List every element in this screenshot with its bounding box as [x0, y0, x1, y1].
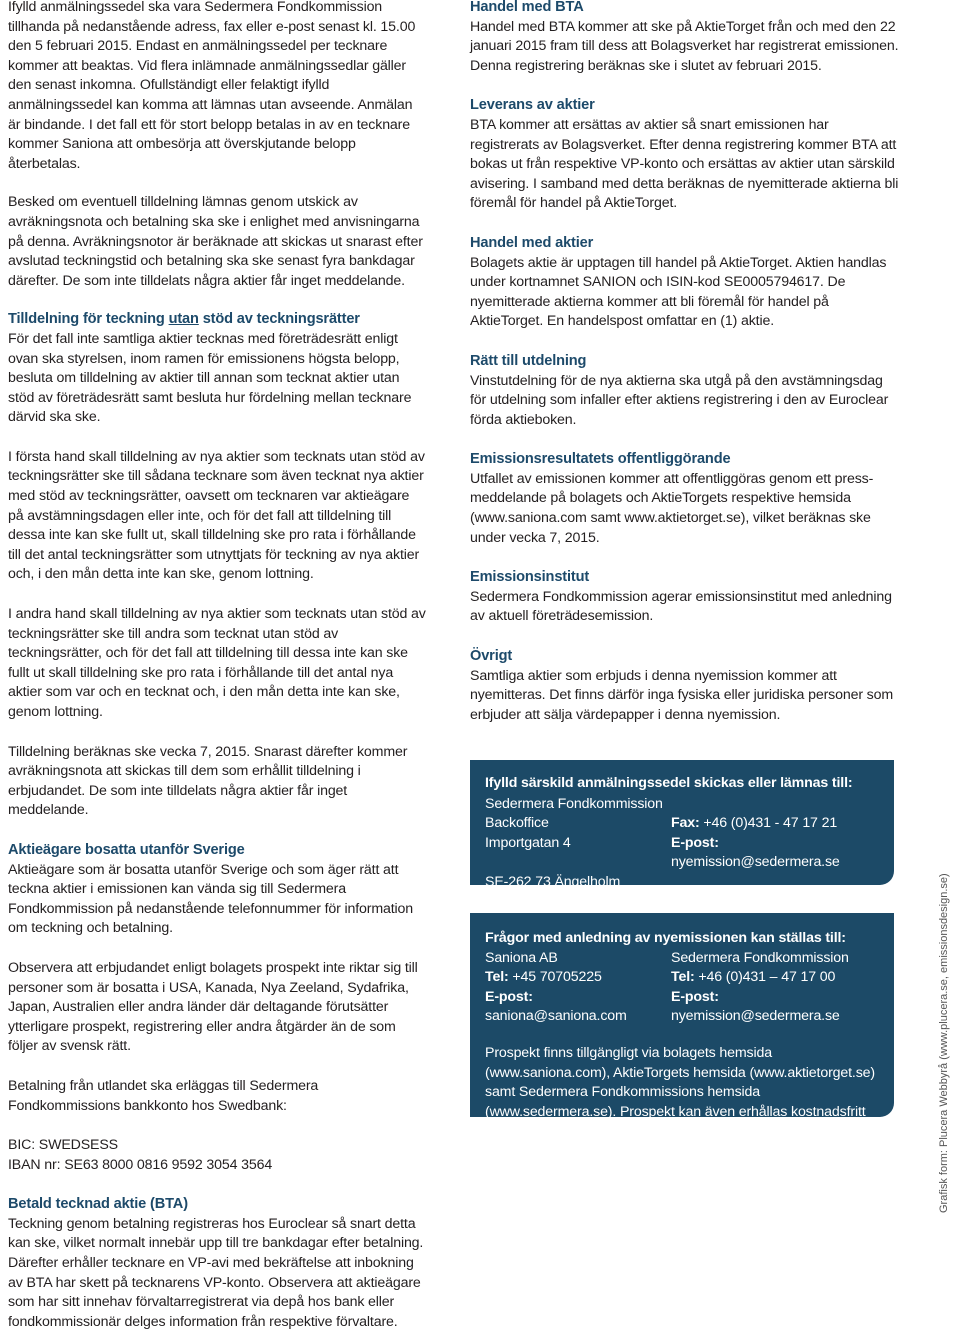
paragraph-second-priority: I andra hand skall tilldelning av nya aktier som tecknats utan stöd av teckningsrätter ske till andra som tecknat utan stöd av teckningsrätter, och för det fall att tilldelning till dessa inte kan ske fullt ut skall tilldelning ske pro rata i förhållande till det antal nya aktier som var och en tecknat och, i den mån detta inte kan ske, genom lottning.: [8, 606, 426, 720]
address-line: Importgatan 4: [485, 834, 571, 851]
paragraph-share-trading: Bolagets aktie är upptagen till handel på AktieTorget. Aktien handlas under kortnamnet SANION och ISIN-kod SE0005794617. De nyemitterade aktierna kommer att bli föremål för handel på AktieTorget. En handelspost omfattar en (1) aktie.: [470, 254, 887, 330]
heading-other: Övrigt: [470, 648, 513, 665]
tel-line: [671, 968, 879, 988]
heading-part: Tilldelning för teckning: [8, 311, 169, 328]
contact-grid: [485, 949, 879, 1027]
address-grid: [485, 814, 879, 892]
questions-contact-box: [470, 913, 894, 1140]
email-line: [485, 988, 671, 1027]
submission-address-box: [470, 760, 894, 890]
email-label: E-post:: [671, 988, 719, 1005]
email-label: E-post:: [485, 988, 533, 1005]
heading-result-publication: Emissionsresultatets offentliggörande: [470, 451, 731, 468]
email-value[interactable]: nyemission@sedermera.se: [671, 1008, 840, 1025]
heading-allocation-without-rights: [8, 310, 428, 330]
heading-bta-trading: Handel med BTA: [470, 0, 584, 15]
tel-label: Tel:: [671, 969, 695, 986]
tel-value: +45 70705225: [508, 969, 602, 986]
heading-share-delivery: Leverans av aktier: [470, 97, 595, 114]
paragraph-foreign-payment: Betalning från utlandet ska erläggas till Sedermera Fondkommissions bankkonto hos Swedbank:: [8, 1077, 319, 1114]
address-line: Backoffice: [485, 815, 549, 832]
email-value[interactable]: nyemission@sedermera.se: [671, 854, 840, 871]
heading-share-trading: Handel med aktier: [470, 234, 594, 251]
email-label: E-post:: [671, 834, 719, 851]
paragraph-allocation-notice: Besked om eventuell tilldelning lämnas genom utskick av avräkningsnota och betalning ska ske i enlighet med anvisningarna på denna. Avräkningsnotor är beräknade att skickas ut snarast efter avslutad teckningstid och betalning ska ske senast fyra bankdagar därefter. De som inte tilldelats några aktier får inget meddelande.: [8, 194, 423, 289]
fax-value: +46 (0)431 - 47 17 21: [699, 815, 838, 832]
contact-name: Saniona AB: [485, 949, 558, 966]
contact-name: Sedermera Fondkommission: [671, 949, 849, 966]
paragraph-result-publication: Utfallet av emissionen kommer att offentliggöras genom ett press-meddelande på bolagets och AktieTorgets respektive hemsida (www.saniona.com samt www.aktietorget.se), vilket beräknas ske under vecka 7, 2015.: [470, 470, 874, 546]
paragraph-first-priority: I första hand skall tilldelning av nya aktier som tecknats utan stöd av teckningsrätter ske till sådana tecknare som även tecknat nya aktier med stöd av teckningsrätter, oavsett om tecknaren var aktieägare på avstämningsdagen eller inte, och för det fall att tilldelning till dessa inte kan ske fullt ut, skall tilldelning ske pro rata i förhållande till det antal teckningsrätter som utnyttjats för teckning av nya aktier och, i den mån detta inte kan ske, genom lottning.: [8, 448, 425, 583]
email-line: [671, 988, 879, 1027]
paragraph-board-decision: För det fall inte samtliga aktier tecknas med företrädesrätt enligt ovan ska styrelsen, inom ramen för emissionens högsta belopp, besluta om tilldelning av aktier till annan som tecknat aktier utan stöd av företrädesrätt samt besluta hur fördelning mellan tecknare därvid ska ske.: [8, 330, 412, 426]
design-credit: Grafisk form: Plucera Webbyrå (www.plucera.se, emissionsdesign.se): [938, 873, 950, 1213]
heading-part: stöd av teckningsrätter: [198, 311, 360, 328]
paragraph-restricted-countries: Observera att erbjudandet enligt bolagets prospekt inte riktar sig till personer som är bosatta i USA, Kanada, Nya Zeeland, Sydafrika, Japan, Australien eller andra länder där deltagande förutsätter ytterligare prospekt, registrering eller andra åtgärder än de som följer av svensk rätt.: [8, 959, 418, 1055]
paragraph-bta: Teckning genom betalning registreras hos Euroclear så snart detta kan ske, vilket normalt innebär upp till tre bankdagar efter betalning. Därefter erhåller tecknare en VP-avi med bekräftelse att inbokning av BTA har skett på tecknarens VP-konto. Observera att aktieägare som har sitt innehav förvaltarregistrerat via depå hos bank eller fondkommissionär delges information från respektive förvaltare.: [8, 1215, 424, 1330]
heading-issuing-institute: Emissionsinstitut: [470, 569, 590, 586]
tel-value: +46 (0)431 – 47 17 00: [694, 969, 836, 986]
email-value[interactable]: saniona@saniona.com: [485, 1008, 627, 1025]
fax-line: [671, 814, 879, 834]
paragraph-share-delivery: BTA kommer att ersättas av aktier så snart emissionen har registrerats av Bolagsverket. Efter denna registrering kommer BTA att bokas ut från respektive VP-konto och ersättas av aktier utan särskild avisering. I samband med detta beräknas de nyemitterade aktierna bli föremål för handel på AktieTorget.: [470, 116, 899, 212]
paragraph-other: Samtliga aktier som erbjuds i denna nyemission kommer att nyemitteras. Det finns därför inga fysiska eller juridiska personer som erbjuder att sälja värdepapper i denna nyemission.: [470, 667, 894, 723]
heading-bta: Betald tecknad aktie (BTA): [8, 1196, 188, 1213]
iban-number: IBAN nr: SE63 8000 0816 9592 3054 3564: [8, 1156, 273, 1173]
tel-line: [485, 968, 671, 988]
box-title: Frågor med anledning av nyemissionen kan ställas till:: [485, 930, 846, 946]
heading-foreign-shareholders: Aktieägare bosatta utanför Sverige: [8, 841, 245, 858]
email-line: [671, 834, 879, 873]
heading-dividend-rights: Rätt till utdelning: [470, 352, 587, 369]
box-title: Ifylld särskild anmälningssedel skickas eller lämnas till:: [485, 775, 853, 791]
paragraph-foreign-contact: Aktieägare som är bosatta utanför Sverige och som äger rätt att teckna aktier i emissionen kan vända sig till Sedermera Fondkommission på nedanstående telefonnummer för information om teckning och betalning.: [8, 861, 414, 937]
left-column: [8, 0, 428, 1332]
address-line: SE-262 73 Ängelholm: [485, 873, 621, 890]
right-column: [470, 0, 900, 725]
paragraph-bta-trading: Handel med BTA kommer att ske på AktieTorget från och med den 22 januari 2015 fram till dess att Bolagsverket har registrerat emissionen. Denna registrering beräknas ske i slutet av februari 2015.: [470, 18, 899, 74]
heading-underlined: utan: [168, 311, 199, 328]
prospectus-note: Prospekt finns tillgängligt via bolagets hemsida (www.saniona.com), AktieTorgets hemsida (www.aktietorget.se) samt Sedermera Fondkommissions hemsida (www.sedermera.se). Prospekt kan även erhållas kostnadsfritt från Saniona.: [485, 1044, 875, 1140]
company-name: Sedermera Fondkommission: [485, 795, 663, 812]
paragraph-dividend-rights: Vinstutdelning för de nya aktierna ska utgå på den avstämningsdag för utdelning som infaller efter aktiens registrering i den av Euroclear förda aktieboken.: [470, 372, 889, 428]
paragraph-issuing-institute: Sedermera Fondkommission agerar emissionsinstitut med anledning av aktuell företrädesemission.: [470, 588, 892, 625]
tel-label: Tel:: [485, 969, 509, 986]
fax-label: Fax:: [671, 815, 700, 832]
paragraph-allocation-week: Tilldelning beräknas ske vecka 7, 2015. Snarast därefter kommer avräkningsnota att skickas till dem som erhållit tilldelning i erbjudandet. De som inte tilldelats några aktier får inget meddelande.: [8, 743, 408, 819]
bic-code: BIC: SWEDSESS: [8, 1137, 118, 1154]
paragraph-submission: Ifylld anmälningssedel ska vara Sedermera Fondkommission tillhanda på nedanstående adress, fax eller e-post senast kl. 15.00 den 5 februari 2015. Endast en anmälningssedel per tecknare kommer att beaktas. Vid flera inlämnade anmälningssedlar gäller den senast inkomna. Ofullständigt eller felaktigt ifylld anmälningssedel kan komma att lämnas utan avseende. Anmälan är bindande. I det fall ett för stort belopp betalas in av en tecknare kommer Saniona att ombesörja att överskjutande belopp återbetalas.: [8, 0, 416, 172]
